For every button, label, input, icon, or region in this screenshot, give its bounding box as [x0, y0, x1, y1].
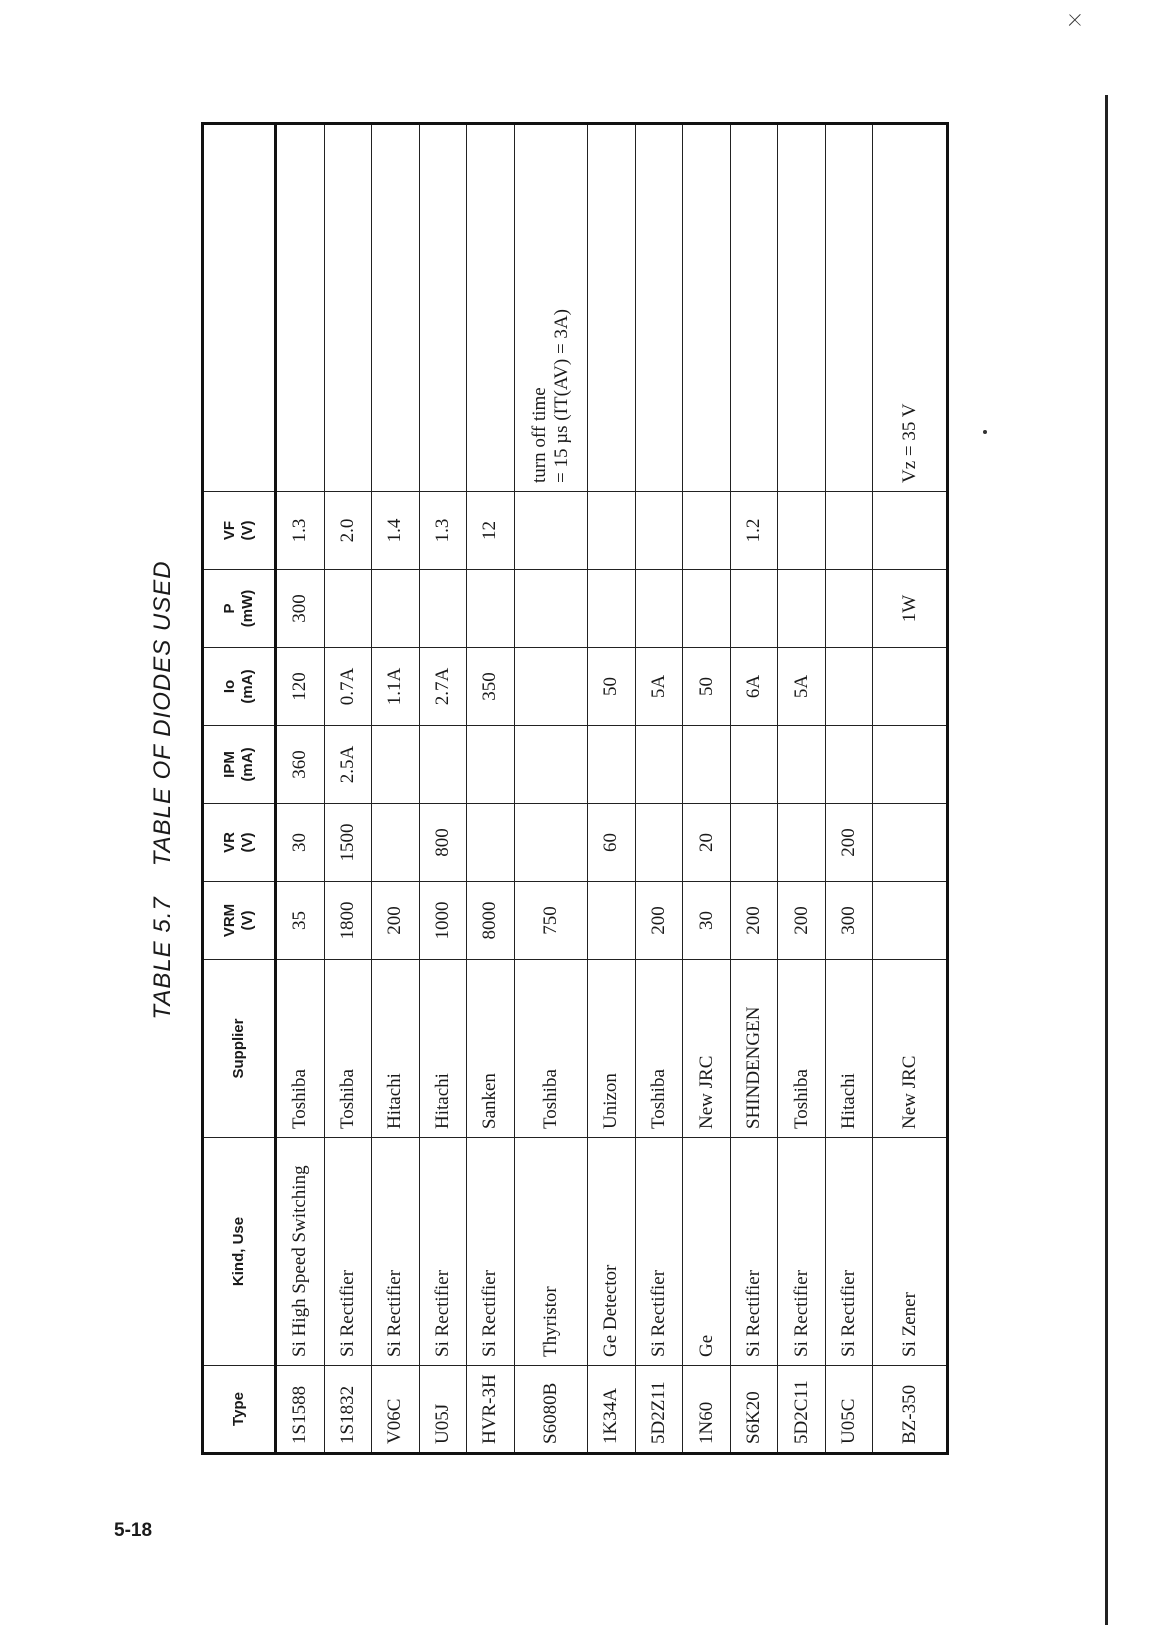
- cell-kind: Si Rectifier: [635, 1138, 683, 1366]
- cell-vf: 12: [467, 492, 515, 570]
- cell-type: V06C: [372, 1366, 420, 1454]
- cell-type: BZ-350: [873, 1366, 948, 1454]
- note-line-2: = 15 µs (IT(AV) = 3A): [550, 309, 572, 483]
- cell-vrm: 1800: [324, 882, 372, 960]
- cell-note: [730, 124, 778, 492]
- cell-vr: [635, 804, 683, 882]
- cell-note: [372, 124, 420, 492]
- cell-kind: Si Rectifier: [372, 1138, 420, 1366]
- cell-io: 350: [467, 648, 515, 726]
- header-io: [203, 648, 276, 726]
- cell-kind: Si Rectifier: [467, 1138, 515, 1366]
- cell-vrm: 200: [372, 882, 420, 960]
- cell-p: [635, 570, 683, 648]
- cell-ipm: [873, 726, 948, 804]
- header-ipm: [203, 726, 276, 804]
- cell-type: U05J: [419, 1366, 467, 1454]
- cell-io: 120: [276, 648, 325, 726]
- cell-vr: [514, 804, 587, 882]
- cell-p: [514, 570, 587, 648]
- cell-io: 2.7A: [419, 648, 467, 726]
- cell-supplier: Toshiba: [276, 960, 325, 1138]
- cell-note: [588, 124, 636, 492]
- cell-note: [825, 124, 873, 492]
- table-row: [514, 124, 587, 1454]
- cell-kind: Si Rectifier: [778, 1138, 826, 1366]
- cell-vr: [873, 804, 948, 882]
- cell-ipm: 360: [276, 726, 325, 804]
- cell-note: Vz = 35 V: [873, 124, 948, 492]
- cell-vf: [873, 492, 948, 570]
- cell-supplier: Sanken: [467, 960, 515, 1138]
- cell-vrm: [588, 882, 636, 960]
- cell-vrm: 8000: [467, 882, 515, 960]
- header-io-unit: (mA): [239, 669, 256, 704]
- header-ipm-unit: (mA): [239, 747, 256, 782]
- rotated-table-region: [149, 125, 989, 1455]
- header-vr: [203, 804, 276, 882]
- cell-supplier: SHINDENGEN: [730, 960, 778, 1138]
- cell-vr: [778, 804, 826, 882]
- cell-type: S6080B: [514, 1366, 587, 1454]
- cell-vf: [514, 492, 587, 570]
- header-row: [203, 124, 276, 1454]
- cell-io: 5A: [778, 648, 826, 726]
- header-vr-unit: (V): [239, 832, 256, 853]
- header-vrm-label: VRM: [221, 903, 238, 938]
- table-row: [635, 124, 683, 1454]
- cell-supplier: Toshiba: [514, 960, 587, 1138]
- cell-vf: 1.2: [730, 492, 778, 570]
- cell-note: [324, 124, 372, 492]
- cell-ipm: [635, 726, 683, 804]
- cell-vr: [372, 804, 420, 882]
- cell-vr: [467, 804, 515, 882]
- cell-supplier: Toshiba: [324, 960, 372, 1138]
- header-vrm: [203, 882, 276, 960]
- cell-vrm: [873, 882, 948, 960]
- header-vr-label: VR: [221, 832, 238, 853]
- header-p-label: P: [221, 603, 238, 614]
- cell-p: [683, 570, 731, 648]
- cell-kind: Si Rectifier: [825, 1138, 873, 1366]
- table-row: [276, 124, 325, 1454]
- cell-vrm: 1000: [419, 882, 467, 960]
- cell-ipm: [683, 726, 731, 804]
- cell-type: 1N60: [683, 1366, 731, 1454]
- cell-p: [825, 570, 873, 648]
- cell-vr: 1500: [324, 804, 372, 882]
- header-p: [203, 570, 276, 648]
- cell-type: S6K20: [730, 1366, 778, 1454]
- cell-p: 300: [276, 570, 325, 648]
- cell-ipm: [372, 726, 420, 804]
- header-type: Type: [203, 1366, 276, 1454]
- cell-supplier: New JRC: [683, 960, 731, 1138]
- cell-ipm: [419, 726, 467, 804]
- cell-kind: Si Rectifier: [730, 1138, 778, 1366]
- cell-note: [514, 124, 587, 492]
- cell-vrm: 750: [514, 882, 587, 960]
- cell-note: [778, 124, 826, 492]
- cell-p: 1W: [873, 570, 948, 648]
- cell-note: [419, 124, 467, 492]
- header-p-unit: (mW): [239, 589, 256, 628]
- cell-vr: 200: [825, 804, 873, 882]
- cell-vf: [778, 492, 826, 570]
- diodes-table: [201, 122, 949, 1455]
- cell-kind: Si Rectifier: [419, 1138, 467, 1366]
- cell-note: [276, 124, 325, 492]
- cell-kind: Ge Detector: [588, 1138, 636, 1366]
- cell-kind: Si High Speed Switching: [276, 1138, 325, 1366]
- cell-vrm: 35: [276, 882, 325, 960]
- cell-type: HVR-3H: [467, 1366, 515, 1454]
- cell-ipm: 2.5A: [324, 726, 372, 804]
- cell-vf: [683, 492, 731, 570]
- cell-p: [730, 570, 778, 648]
- cell-io: 0.7A: [324, 648, 372, 726]
- cell-type: 1S1832: [324, 1366, 372, 1454]
- cell-p: [588, 570, 636, 648]
- cell-vf: [588, 492, 636, 570]
- cell-vrm: 200: [730, 882, 778, 960]
- table-row: [730, 124, 778, 1454]
- table-row: [467, 124, 515, 1454]
- cell-vrm: 200: [778, 882, 826, 960]
- cell-io: [873, 648, 948, 726]
- cell-io: 1.1A: [372, 648, 420, 726]
- cell-io: [825, 648, 873, 726]
- cell-io: 6A: [730, 648, 778, 726]
- cell-vf: [825, 492, 873, 570]
- cell-p: [372, 570, 420, 648]
- cell-note: [683, 124, 731, 492]
- note-line-1: turn off time: [529, 387, 551, 483]
- cell-vr: 30: [276, 804, 325, 882]
- header-vrm-unit: (V): [239, 910, 256, 931]
- table-row: [372, 124, 420, 1454]
- cell-kind: Ge: [683, 1138, 731, 1366]
- cell-vr: 800: [419, 804, 467, 882]
- cell-note: [635, 124, 683, 492]
- header-note: [203, 124, 276, 492]
- header-kind: Kind, Use: [203, 1138, 276, 1366]
- cell-io: 50: [683, 648, 731, 726]
- cell-type: 1S1588: [276, 1366, 325, 1454]
- cell-vr: [730, 804, 778, 882]
- cell-ipm: [778, 726, 826, 804]
- cell-p: [778, 570, 826, 648]
- cell-vrm: 30: [683, 882, 731, 960]
- table-row: [324, 124, 372, 1454]
- cell-type: 1K34A: [588, 1366, 636, 1454]
- cell-vf: [635, 492, 683, 570]
- header-vf-label: VF: [221, 520, 238, 541]
- header-io-label: Io: [221, 679, 238, 694]
- cell-supplier: New JRC: [873, 960, 948, 1138]
- cell-vrm: 300: [825, 882, 873, 960]
- header-supplier: Supplier: [203, 960, 276, 1138]
- cell-vf: 2.0: [324, 492, 372, 570]
- cell-supplier: Hitachi: [419, 960, 467, 1138]
- cell-type: U05C: [825, 1366, 873, 1454]
- header-vf-unit: (V): [239, 520, 256, 541]
- cell-kind: Thyristor: [514, 1138, 587, 1366]
- cell-io: 50: [588, 648, 636, 726]
- cell-vf: 1.3: [419, 492, 467, 570]
- corner-mark-icon: 🞨: [1068, 6, 1082, 34]
- cell-supplier: Unizon: [588, 960, 636, 1138]
- cell-vf: 1.4: [372, 492, 420, 570]
- cell-p: [419, 570, 467, 648]
- cell-ipm: [730, 726, 778, 804]
- cell-supplier: Hitachi: [825, 960, 873, 1138]
- cell-ipm: [514, 726, 587, 804]
- cell-io: 5A: [635, 648, 683, 726]
- header-ipm-label: IPM: [221, 751, 238, 778]
- page-number: 5-18: [114, 1520, 153, 1541]
- cell-vrm: 200: [635, 882, 683, 960]
- header-vf: [203, 492, 276, 570]
- cell-p: [324, 570, 372, 648]
- table-title-text: TABLE OF DIODES USED: [149, 560, 176, 867]
- cell-type: 5D2C11: [778, 1366, 826, 1454]
- page-edge-rule: [1105, 95, 1108, 1625]
- cell-io: [514, 648, 587, 726]
- table-title-number: TABLE 5.7: [149, 896, 176, 1020]
- cell-p: [467, 570, 515, 648]
- cell-ipm: [467, 726, 515, 804]
- cell-type: 5D2Z11: [635, 1366, 683, 1454]
- cell-supplier: Toshiba: [635, 960, 683, 1138]
- cell-ipm: [588, 726, 636, 804]
- cell-supplier: Hitachi: [372, 960, 420, 1138]
- cell-kind: Si Rectifier: [324, 1138, 372, 1366]
- cell-vr: 20: [683, 804, 731, 882]
- table-row: [825, 124, 873, 1454]
- table-row: [419, 124, 467, 1454]
- cell-ipm: [825, 726, 873, 804]
- table-row: [683, 124, 731, 1454]
- cell-vr: 60: [588, 804, 636, 882]
- table-row: [778, 124, 826, 1454]
- cell-vf: 1.3: [276, 492, 325, 570]
- cell-supplier: Toshiba: [778, 960, 826, 1138]
- table-row: [588, 124, 636, 1454]
- cell-kind: Si Zener: [873, 1138, 948, 1366]
- table-row: [873, 124, 948, 1454]
- table-title: [149, 125, 189, 1455]
- cell-note: [467, 124, 515, 492]
